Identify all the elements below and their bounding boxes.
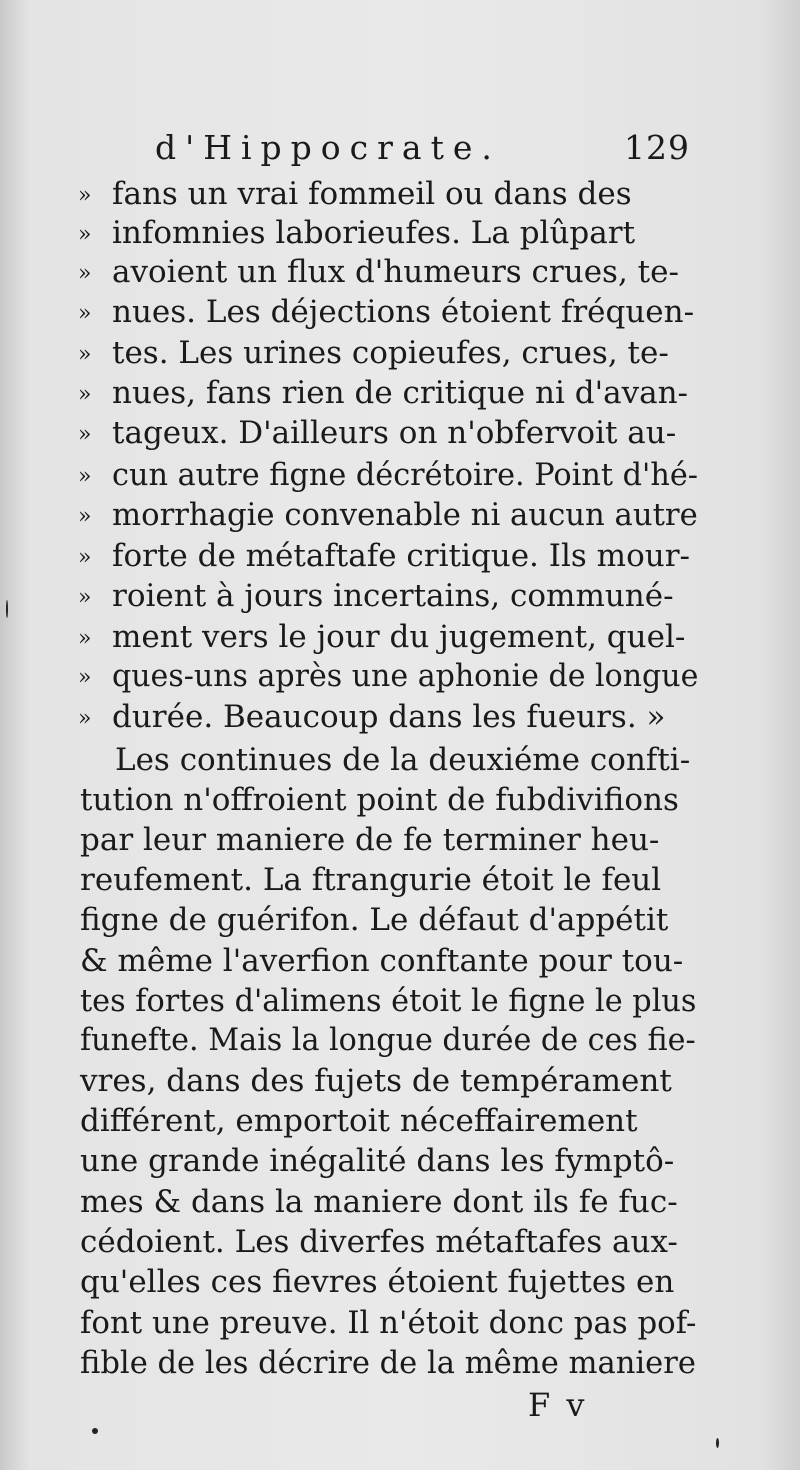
body-line: tes fortes d'alimens étoit le figne le plus [80,983,697,1019]
body-line: différent, emportoit néceffairement [80,1103,638,1139]
body-line: font une preuve. Il n'étoit donc pas pof- [80,1305,697,1341]
body-line: figne de guérifon. Le défaut d'appétit [80,902,669,938]
quoted-line: » fans un vrai fommeil ou dans des [78,176,632,212]
body-line: fible de les décrire de la même maniere [80,1345,696,1381]
body-line: par leur maniere de fe terminer heu- [80,822,660,858]
quoted-line: » nues, fans rien de critique ni d'avan- [78,375,689,411]
quoted-line: » tes. Les urines copieufes, crues, te- [78,335,669,371]
ink-speck [92,1428,98,1434]
quoted-line: » nues. Les déjections étoient fréquen- [78,294,695,330]
quoted-line: » cun autre figne décrétoire. Point d'hé- [78,457,698,493]
quoted-line: » morrhagie convenable ni aucun autre [78,497,698,533]
quoted-line: » tageux. D'ailleurs on n'obfervoit au- [78,415,677,451]
ink-speck [716,1438,719,1448]
page-number: 129 [624,128,690,167]
running-title: d'Hippocrate. [155,128,501,167]
body-line: & même l'averfion conftante pour tou- [80,943,684,979]
body-line: qu'elles ces fievres étoient fujettes en [80,1264,675,1300]
quoted-line: » forte de métaftafe critique. Ils mour- [78,538,690,574]
body-line: tution n'offroient point de fubdivifions [80,782,679,818]
body-line: une grande inégalité dans les fymptô- [80,1143,675,1179]
quoted-line: » ment vers le jour du jugement, quel- [78,619,686,655]
body-line: vres, dans des fujets de tempérament [80,1063,672,1099]
body-line: mes & dans la maniere dont ils fe fuc- [80,1184,678,1220]
body-line: cédoient. Les diverfes métaftafes aux- [80,1224,678,1260]
body-line: Les continues de la deuxiéme confti- [115,742,691,778]
signature-mark: F v [528,1386,588,1424]
body-line: funefte. Mais la longue durée de ces fie- [80,1022,696,1058]
quoted-line: » infomnies laborieufes. La plûpart [78,215,636,251]
body-line: reufement. La ftrangurie étoit le feul [80,862,662,898]
quoted-line: » roient à jours incertains, communé- [78,578,674,614]
quoted-line: » avoient un flux d'humeurs crues, te- [78,254,679,290]
running-header [155,128,690,172]
ink-speck [6,600,8,618]
quoted-line: » ques-uns après une aphonie de longue [78,658,699,694]
quoted-line: » durée. Beaucoup dans les fueurs. » [78,699,666,735]
